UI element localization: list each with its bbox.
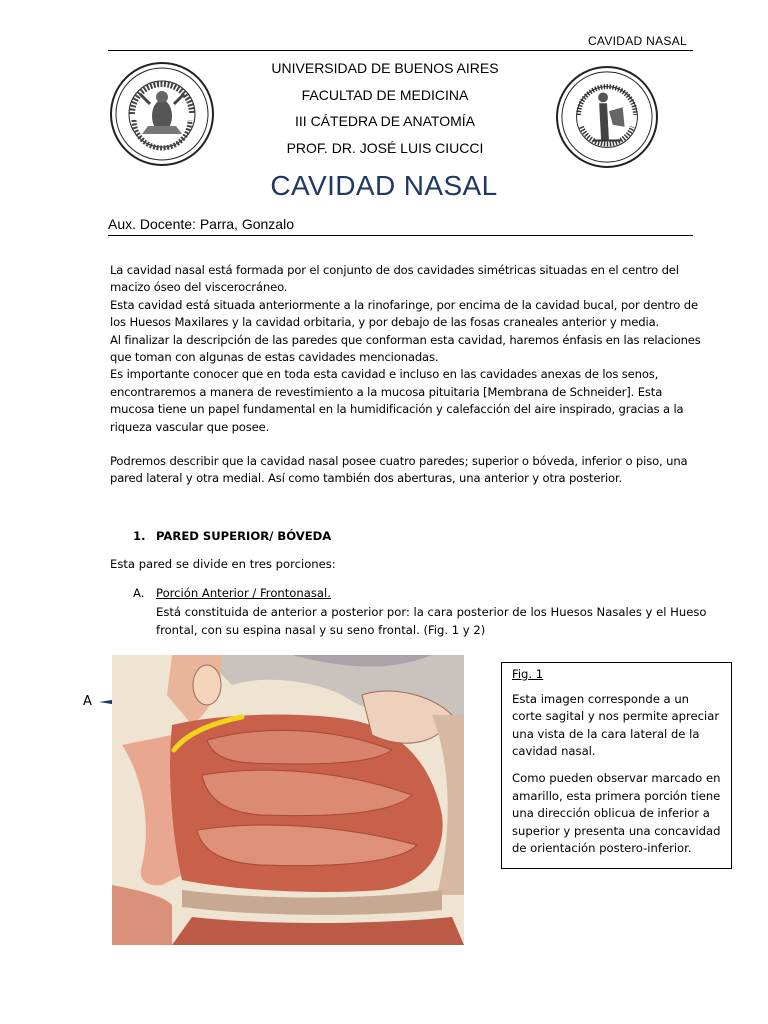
section-number: 1. (133, 529, 146, 543)
caption-paragraph: Esta imagen corresponde a un corte sagital y nos permite apreciar una vista de la cara lateral de la cavidad nasal. (512, 691, 720, 759)
figure-caption-box (501, 662, 732, 869)
paragraph: La cavidad nasal está formada por el conjunto de dos cavidades simétricas situadas en el centro del macizo óseo del viscerocráneo. (110, 263, 679, 295)
faculty-name: FACULTAD DE MEDICINA (301, 86, 469, 103)
section-title: PARED SUPERIOR/ BÓVEDA (156, 529, 332, 543)
university-seal-logo (110, 62, 214, 166)
figure-label: Fig. 1 (512, 667, 544, 681)
running-header-title: CAVIDAD NASAL (587, 34, 687, 48)
paragraph: Al finalizar la descripción de las paredes que conforman esta cavidad, haremos énfasis en las relaciones que toman con algunas de estas cavidades mencionadas. (110, 332, 701, 365)
professor-name: PROF. DR. JOSÉ LUIS CIUCCI (286, 139, 484, 156)
document-title: CAVIDAD NASAL (270, 170, 498, 201)
paragraph: Podremos describir que la cavidad nasal posee cuatro paredes; superior o bóveda, inferior o piso, una pared lateral y otra medial. Así como también dos aberturas, una anterior y otra posterior. (110, 454, 688, 486)
section-heading (133, 529, 331, 543)
author-line: Aux. Docente: Parra, Gonzalo (108, 216, 693, 236)
subsection-title: Porción Anterior / Frontonasal. (156, 586, 331, 600)
compass-anterior-label: A (83, 694, 92, 709)
subsection-a (133, 584, 713, 640)
subsection-letter: A. (133, 586, 145, 600)
paragraph: Esta cavidad está situada anteriormente a la rinofaringe, por encima de la cavidad bucal, por dentro de los Huesos Maxilares y la cavidad orbitaria, y por debajo de las fosas craneales anterior y media. (110, 297, 698, 330)
intro-text (110, 262, 710, 488)
caption-paragraph: Como pueden observar marcado en amarillo, esta primera porción tiene una dirección oblicua de inferior a superior y presenta una concavidad de orientación postero-inferior. (512, 770, 721, 856)
chair-name: III CÁTEDRA DE ANATOMÍA (295, 113, 475, 129)
subsection-description: Está constituida de anterior a posterior por: la cara posterior de los Huesos Nasales y el Hueso frontal, con su espina nasal y su seno frontal. (Fig. 1 y 2) (156, 604, 707, 637)
paragraph: Es importante conocer que en toda esta cavidad e incluso en las cavidades anexas de los senos, encontraremos a manera de revestimiento a la mucosa pituitaria [Membrana de Schneider]. Esta mucosa tiene un papel fundamental en la humidificación y calefacción del aire inspirado, gracias a la riqueza vascular que posee. (110, 367, 684, 434)
sagittal-section-illustration (112, 655, 464, 945)
university-name: UNIVERSIDAD DE BUENOS AIRES (271, 60, 499, 76)
section-intro: Esta pared se divide en tres porciones: (110, 557, 336, 571)
running-header (108, 34, 693, 51)
faculty-seal-logo (556, 66, 658, 168)
university-heading (230, 59, 540, 165)
